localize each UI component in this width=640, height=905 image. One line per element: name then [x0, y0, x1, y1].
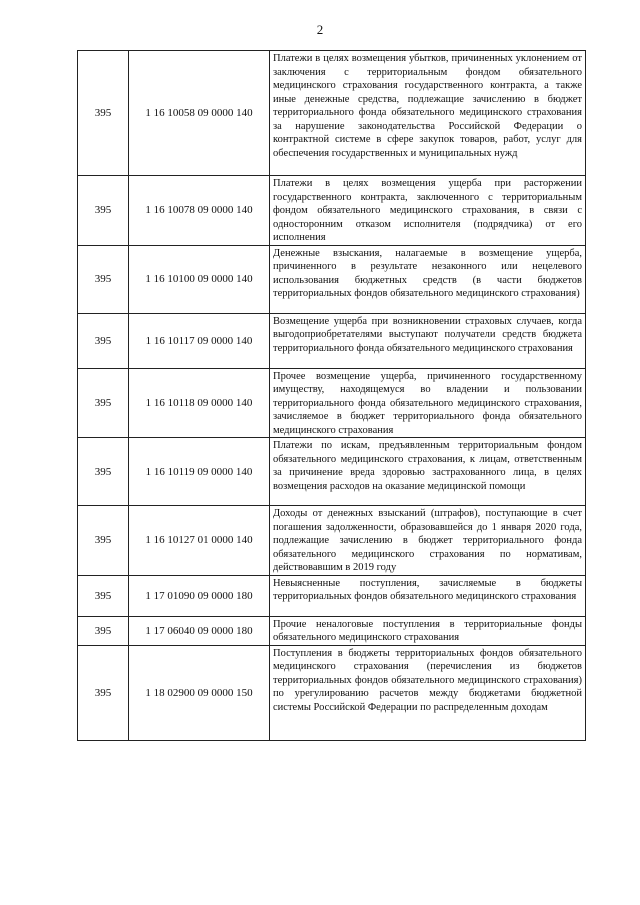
admin-code-cell: 395: [78, 438, 129, 506]
table-row: [78, 645, 586, 740]
budget-code-cell: 1 16 10100 09 0000 140: [129, 245, 270, 313]
admin-code-cell: 395: [78, 51, 129, 176]
description-cell: Возмещение ущерба при возникновении страховых случаев, когда выгодоприобретателями выступают получатели средств бюджета территориального фонда обязательного медицинского страхования: [270, 313, 586, 368]
table-row: [78, 616, 586, 645]
budget-code-cell: 1 17 06040 09 0000 180: [129, 616, 270, 645]
admin-code-cell: 395: [78, 245, 129, 313]
table-row: [78, 176, 586, 246]
table-row: [78, 313, 586, 368]
description-cell: Платежи по искам, предъявленным территориальным фондом обязательного медицинского страхования, к лицам, ответственным за причинение вреда здоровью застрахованного лица, в целях возмещения расходов на оказание медицинской помощи: [270, 438, 586, 506]
budget-code-cell: 1 18 02900 09 0000 150: [129, 645, 270, 740]
budget-code-cell: 1 16 10117 09 0000 140: [129, 313, 270, 368]
table-row: [78, 575, 586, 616]
budget-code-cell: 1 16 10118 09 0000 140: [129, 368, 270, 438]
admin-code-cell: 395: [78, 616, 129, 645]
table-row: [78, 245, 586, 313]
description-cell: Денежные взыскания, налагаемые в возмещение ущерба, причиненного в результате незаконного или нецелевого использования бюджетных средств (в части бюджетов территориальных фондов обязательного медицинского страхования): [270, 245, 586, 313]
table-row: [78, 368, 586, 438]
table-row: [78, 438, 586, 506]
description-cell: Доходы от денежных взысканий (штрафов), поступающие в счет погашения задолженности, образовавшейся до 1 января 2020 года, подлежащие зачислению в бюджет территориального фонда обязательного медицинского страхования по нормативам, действовавшим в 2019 году: [270, 506, 586, 576]
description-cell: Прочее возмещение ущерба, причиненного государственному имуществу, находящемуся во владении и пользовании территориального фонда обязательного медицинского страхования, зачисляемое в бюджет территориального фонда обязательного медицинского страхования: [270, 368, 586, 438]
budget-code-cell: 1 16 10058 09 0000 140: [129, 51, 270, 176]
page-number: 2: [316, 22, 324, 37]
admin-code-cell: 395: [78, 645, 129, 740]
description-cell: Невыясненные поступления, зачисляемые в бюджеты территориальных фондов обязательного медицинского страхования: [270, 575, 586, 616]
description-cell: Платежи в целях возмещения убытков, причиненных уклонением от заключения с территориальным фондом обязательного медицинского страхования государственного контракта, а также иные денежные средства, подлежащие зачислению в бюджет территориального фонда обязательного медицинского страхования за нарушение законодательства Российской Федерации о контрактной системе в сфере закупок товаров, работ, услуг для обеспечения государственных и муниципальных нужд: [270, 51, 586, 176]
description-cell: Прочие неналоговые поступления в территориальные фонды обязательного медицинского страхования: [270, 616, 586, 645]
admin-code-cell: 395: [78, 368, 129, 438]
budget-code-cell: 1 16 10119 09 0000 140: [129, 438, 270, 506]
description-cell: Поступления в бюджеты территориальных фондов обязательного медицинского страхования (перечисления из бюджетов территориальных фондов обязательного медицинского страхования) по урегулированию расчетов между бюджетами бюджетной системы Российской Федерации по распределенным доходам: [270, 645, 586, 740]
admin-code-cell: 395: [78, 176, 129, 246]
admin-code-cell: 395: [78, 313, 129, 368]
revenue-codes-table: [77, 50, 586, 741]
table-row: [78, 51, 586, 176]
table-row: [78, 506, 586, 576]
budget-code-cell: 1 16 10127 01 0000 140: [129, 506, 270, 576]
admin-code-cell: 395: [78, 506, 129, 576]
budget-code-cell: 1 16 10078 09 0000 140: [129, 176, 270, 246]
admin-code-cell: 395: [78, 575, 129, 616]
budget-code-cell: 1 17 01090 09 0000 180: [129, 575, 270, 616]
description-cell: Платежи в целях возмещения ущерба при расторжении государственного контракта, заключенного с территориальным фондом обязательного медицинского страхования, в связи с односторонним отказом исполнителя (подрядчика) от его исполнения: [270, 176, 586, 246]
